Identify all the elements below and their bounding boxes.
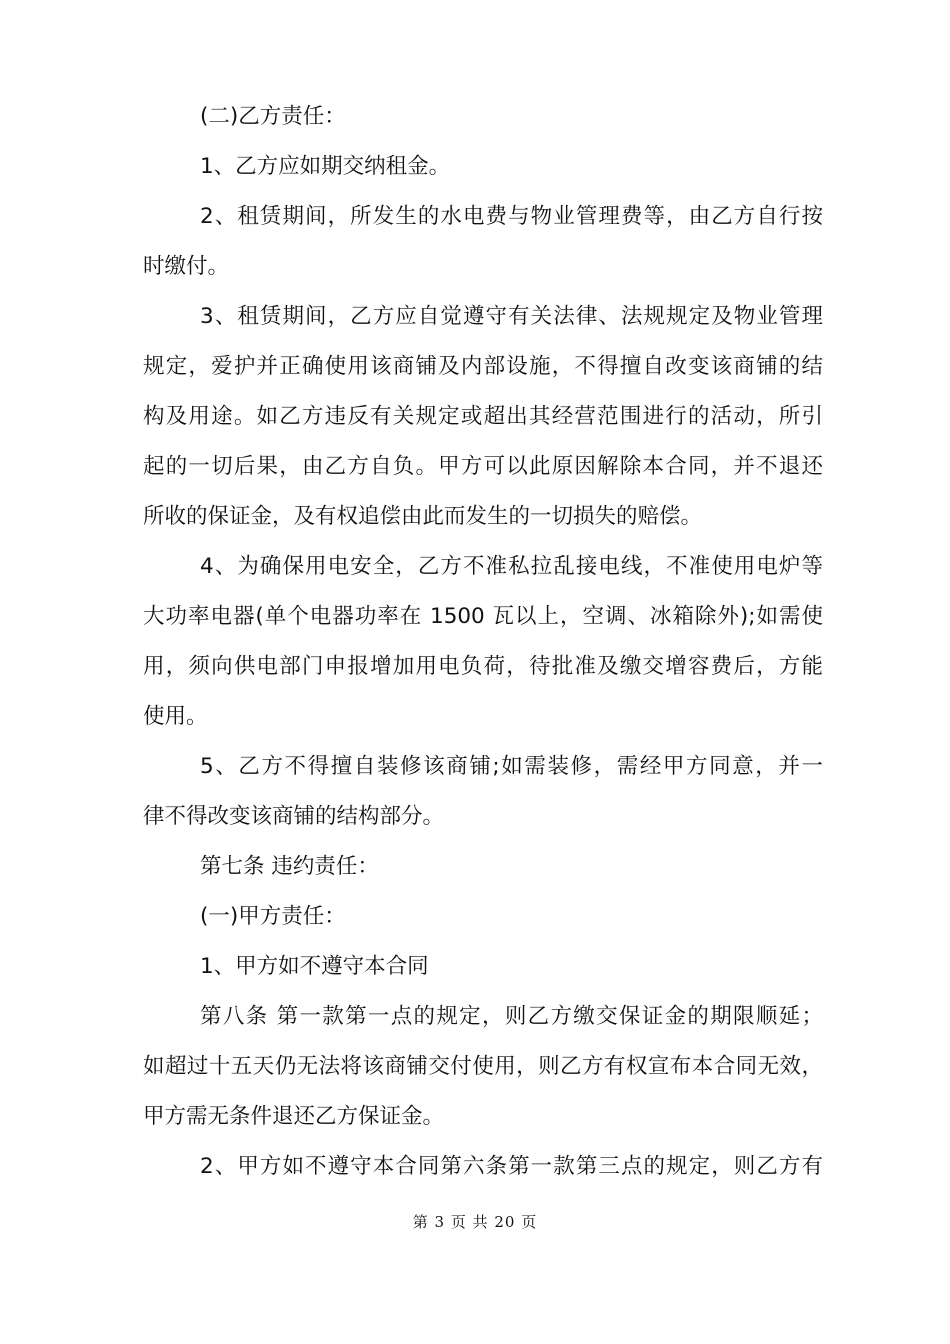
paragraph-line: 如超过十五天仍无法将该商铺交付使用，则乙方有权宣布本合同无效， [143,1054,823,1079]
paragraph-line: 2、甲方如不遵守本合同第六条第一款第三点的规定，则乙方有 [200,1154,823,1179]
document-body [143,92,823,1192]
paragraph-line: 第八条 第一款第一点的规定，则乙方缴交保证金的期限顺延； [200,1004,823,1029]
paragraph-line: 1、乙方应如期交纳租金。 [200,154,451,179]
section-heading: (一)甲方责任： [200,904,346,929]
article-heading: 第七条 违约责任： [200,854,379,879]
paragraph-line: 所收的保证金，及有权追偿由此而发生的一切损失的赔偿。 [143,504,703,529]
paragraph-line: 起的一切后果，由乙方自负。甲方可以此原因解除本合同，并不退还 [143,454,823,479]
paragraph-line: 2、租赁期间，所发生的水电费与物业管理费等，由乙方自行按 [200,204,823,229]
paragraph-line: 大功率电器(单个电器功率在 1500 瓦以上，空调、冰箱除外);如需使 [143,604,823,629]
paragraph-line: 律不得改变该商铺的结构部分。 [143,804,445,829]
paragraph-line: 甲方需无条件退还乙方保证金。 [143,1104,445,1129]
section-heading: (二)乙方责任： [200,104,346,129]
paragraph-line: 用，须向供电部门申报增加用电负荷，待批准及缴交增容费后，方能 [143,654,823,679]
paragraph-line: 5、乙方不得擅自装修该商铺;如需装修，需经甲方同意，并一 [200,754,823,779]
paragraph-line: 构及用途。如乙方违反有关规定或超出其经营范围进行的活动，所引 [143,404,823,429]
paragraph-line: 规定，爱护并正确使用该商铺及内部设施，不得擅自改变该商铺的结 [143,354,823,379]
paragraph-line: 3、租赁期间，乙方应自觉遵守有关法律、法规规定及物业管理 [200,304,823,329]
paragraph-line: 使用。 [143,704,208,729]
paragraph-line: 4、为确保用电安全，乙方不准私拉乱接电线，不准使用电炉等 [200,554,823,579]
paragraph-line: 时缴付。 [143,254,230,279]
page-number-footer: 第 3 页 共 20 页 [412,1213,538,1231]
paragraph-line: 1、甲方如不遵守本合同 [200,954,429,979]
